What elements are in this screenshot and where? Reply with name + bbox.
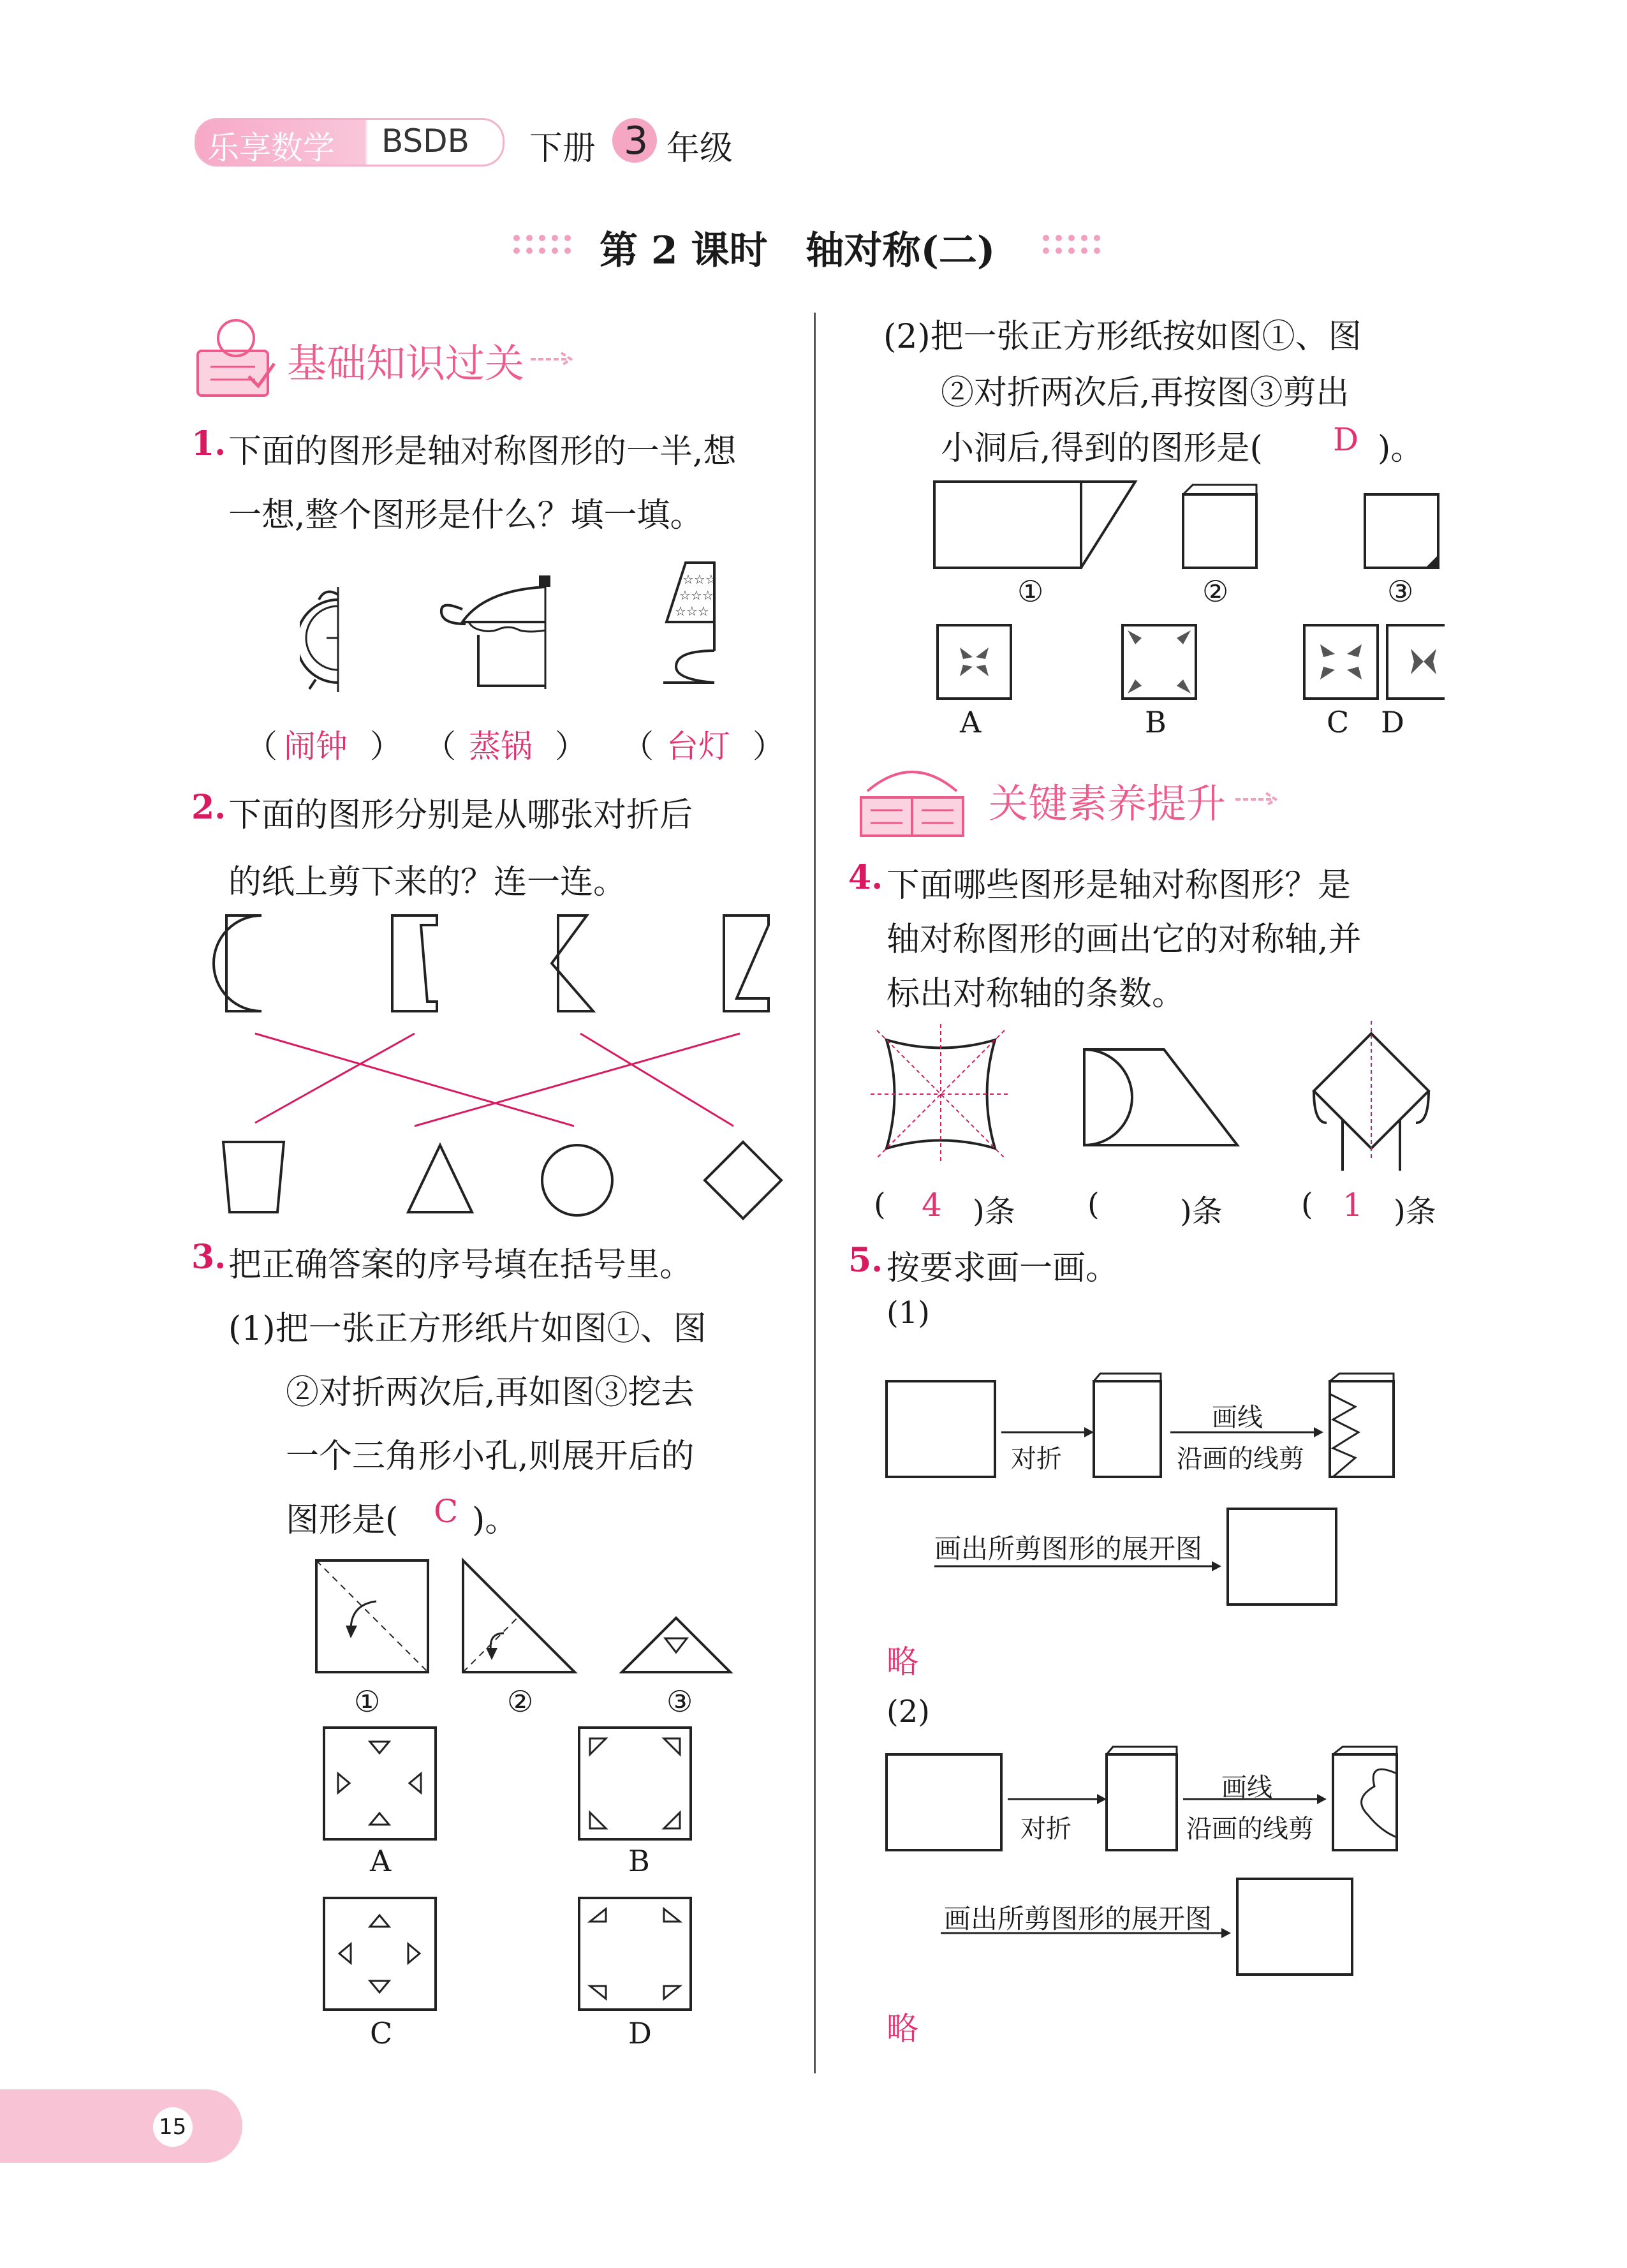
option-a (324, 1728, 436, 1839)
q4-answer3-open: ( (1301, 1187, 1313, 1222)
q3p2-step2-label: ② (1202, 574, 1229, 609)
semicircle-trapezoid-shape (1084, 1049, 1237, 1145)
q4-answer1: 4 (922, 1187, 942, 1224)
q4-text-line1: 下面哪些图形是轴对称图形？是 (887, 866, 1351, 905)
svg-text:☆☆☆: ☆☆☆ (679, 588, 714, 603)
q3p1-step1-label: ① (354, 1684, 381, 1719)
q5p1-cut-label: 沿画的线剪 (1177, 1444, 1304, 1474)
lesson-title: 第 2 课时 轴对称(二) (600, 228, 996, 273)
q4-answer1-close: )条 (973, 1194, 1015, 1229)
q3-number: 3. (191, 1238, 226, 1277)
svg-text:☆☆☆: ☆☆☆ (682, 572, 717, 587)
q4-answer2-open: ( (1087, 1187, 1100, 1222)
q3p2-option-c-label: C (1327, 705, 1350, 739)
q5p2-fold-label: 对折 (1020, 1814, 1071, 1844)
option-c (1304, 625, 1378, 699)
q3p1-option-a-label: A (370, 1844, 392, 1878)
q5p1-omit: 略 (887, 1643, 918, 1680)
match-line-1 (255, 1034, 574, 1126)
option-d (579, 1898, 691, 2010)
q3p1-step2-label: ② (507, 1684, 534, 1719)
q3-part2-fold-steps (931, 472, 1454, 587)
q4-answer3-close: )条 (1394, 1194, 1436, 1229)
q5p2-unfold-prompt: 画出所剪图形的展开图 (944, 1903, 1212, 1934)
volume-label: 下册 (529, 130, 596, 168)
q5-part2-label: (2) (887, 1694, 930, 1730)
q3-part2-line3-post: )。 (1378, 429, 1424, 468)
q2-number: 2. (191, 788, 226, 827)
q3-part2-line3-pre: 小洞后,得到的图形是( (941, 429, 1263, 468)
shape-circle (542, 1145, 612, 1215)
q3-part1-line4-post: )。 (472, 1501, 519, 1539)
q5p1-draw-label: 画线 (1212, 1403, 1263, 1432)
q1-text-line2: 一想,整个图形是什么？填一填。 (228, 496, 703, 535)
q1-text-line1: 下面的图形是轴对称图形的一半,想 (228, 433, 737, 471)
steamer-pot-half-icon (434, 574, 561, 695)
q2-text-line2: 的纸上剪下来的？连一连。 (228, 863, 627, 901)
q5p1-unfold-prompt: 画出所剪图形的展开图 (934, 1533, 1203, 1564)
shape-triangle (408, 1145, 472, 1212)
q5-part1-label: (1) (887, 1295, 930, 1331)
arrow-right-icon (529, 350, 580, 369)
q3p2-option-a-label: A (960, 705, 982, 739)
q5-part2-answer-box (1237, 1879, 1352, 1975)
q1-answer3-close: ） (753, 728, 784, 765)
q3-part1-fold-steps (313, 1557, 759, 1684)
q3p2-option-b-label: B (1145, 705, 1167, 739)
match-line-2 (255, 1034, 415, 1123)
folded-half-slant (724, 915, 769, 1011)
q3-part1-answer: C (434, 1493, 459, 1530)
q4-answer3: 1 (1343, 1187, 1363, 1224)
q3-part2-line1: (2)把一张正方形纸按如图①、图 (883, 318, 1362, 356)
q4-number: 4. (848, 858, 883, 897)
q5-number: 5. (848, 1241, 883, 1280)
edition-code: BSDB (381, 122, 469, 159)
q1-answer2: 蒸锅 (469, 728, 533, 765)
alarm-clock-half-icon (300, 587, 351, 695)
q3p1-step3-label: ③ (666, 1684, 693, 1719)
q4-text-line2: 轴对称图形的画出它的对称轴,并 (887, 921, 1362, 959)
match-line-4 (415, 1034, 740, 1126)
q5-part2-diagram (883, 1735, 1413, 1990)
q2-text-line1: 下面的图形分别是从哪张对折后 (228, 796, 693, 834)
match-line-3 (580, 1034, 733, 1126)
q5-part1-diagram (883, 1368, 1413, 1624)
q3-part2-answer: D (1333, 421, 1359, 458)
q1-answer2-close: ） (555, 728, 587, 765)
q1-answer3-open: （ (622, 728, 654, 765)
series-name: 乐享数学 (207, 130, 335, 167)
q5-text: 按要求画一画。 (887, 1249, 1119, 1287)
grade-number: 3 (624, 119, 649, 163)
q3p2-step3-label: ③ (1387, 574, 1414, 609)
q1-answer1: 闹钟 (284, 728, 348, 765)
q1-answer1-close: ） (370, 728, 402, 765)
desk-lamp-half-icon (651, 561, 721, 695)
student-reading-icon (191, 313, 287, 402)
q5p2-cut-label: 沿画的线剪 (1186, 1814, 1314, 1844)
q4-answer1-open: ( (874, 1187, 886, 1222)
q1-answer3: 台灯 (666, 728, 730, 765)
title-dots-left-icon (510, 228, 587, 267)
q4-text-line3: 标出对称轴的条数。 (887, 975, 1186, 1013)
q3-text: 把正确答案的序号填在括号里。 (228, 1246, 693, 1284)
open-book-icon (848, 753, 976, 842)
q2-matching-figure (210, 906, 797, 1225)
q3p2-option-d-label: D (1381, 705, 1404, 739)
section-basic-title: 基础知识过关 (287, 340, 525, 387)
grade-suffix: 年级 (666, 130, 733, 168)
q3p2-step1-label: ① (1017, 574, 1044, 609)
page-number-tab (0, 2089, 242, 2163)
q1-answer1-open: （ (246, 728, 277, 765)
q3p1-option-b-label: B (628, 1844, 650, 1878)
q3-part1-line2: ②对折两次后,再如图③挖去 (286, 1374, 695, 1412)
q4-answer2-close: )条 (1180, 1194, 1223, 1229)
q3-part1-line1: (1)把一张正方形纸片如图①、图 (228, 1310, 707, 1348)
page-number: 15 (159, 2114, 187, 2140)
arrow-right-icon-2 (1234, 790, 1285, 809)
folded-half-notch (552, 915, 593, 1011)
svg-text:☆☆☆: ☆☆☆ (675, 604, 709, 619)
q4-figures (867, 1021, 1441, 1187)
q3p1-option-d-label: D (628, 2016, 652, 2050)
option-b (579, 1728, 691, 1839)
q3-part2-line2: ②对折两次后,再按图③剪出 (941, 374, 1350, 412)
title-dots-right-icon (1040, 228, 1116, 267)
column-divider (814, 313, 816, 2073)
q3-part1-line4-pre: 图形是( (286, 1501, 399, 1539)
folded-half-cup (392, 915, 437, 1011)
q3p1-option-c-label: C (370, 2016, 393, 2050)
q1-number: 1. (191, 424, 226, 463)
q5-part1-answer-box (1228, 1509, 1336, 1605)
shape-cup (223, 1142, 284, 1212)
q5p2-draw-label: 画线 (1221, 1773, 1272, 1802)
option-a (938, 625, 1011, 699)
section-key-title: 关键素养提升 (989, 780, 1226, 827)
q5p2-omit: 略 (887, 2010, 918, 2047)
folded-half-arc (214, 915, 261, 1011)
q3-part1-options (319, 1723, 714, 2067)
q3-part1-line3: 一个三角形小孔,则展开后的 (286, 1437, 695, 1476)
shape-diamond (705, 1142, 781, 1219)
q3-part2-options (934, 622, 1445, 705)
q5p1-fold-label: 对折 (1011, 1444, 1062, 1474)
q1-answer2-open: （ (424, 728, 456, 765)
